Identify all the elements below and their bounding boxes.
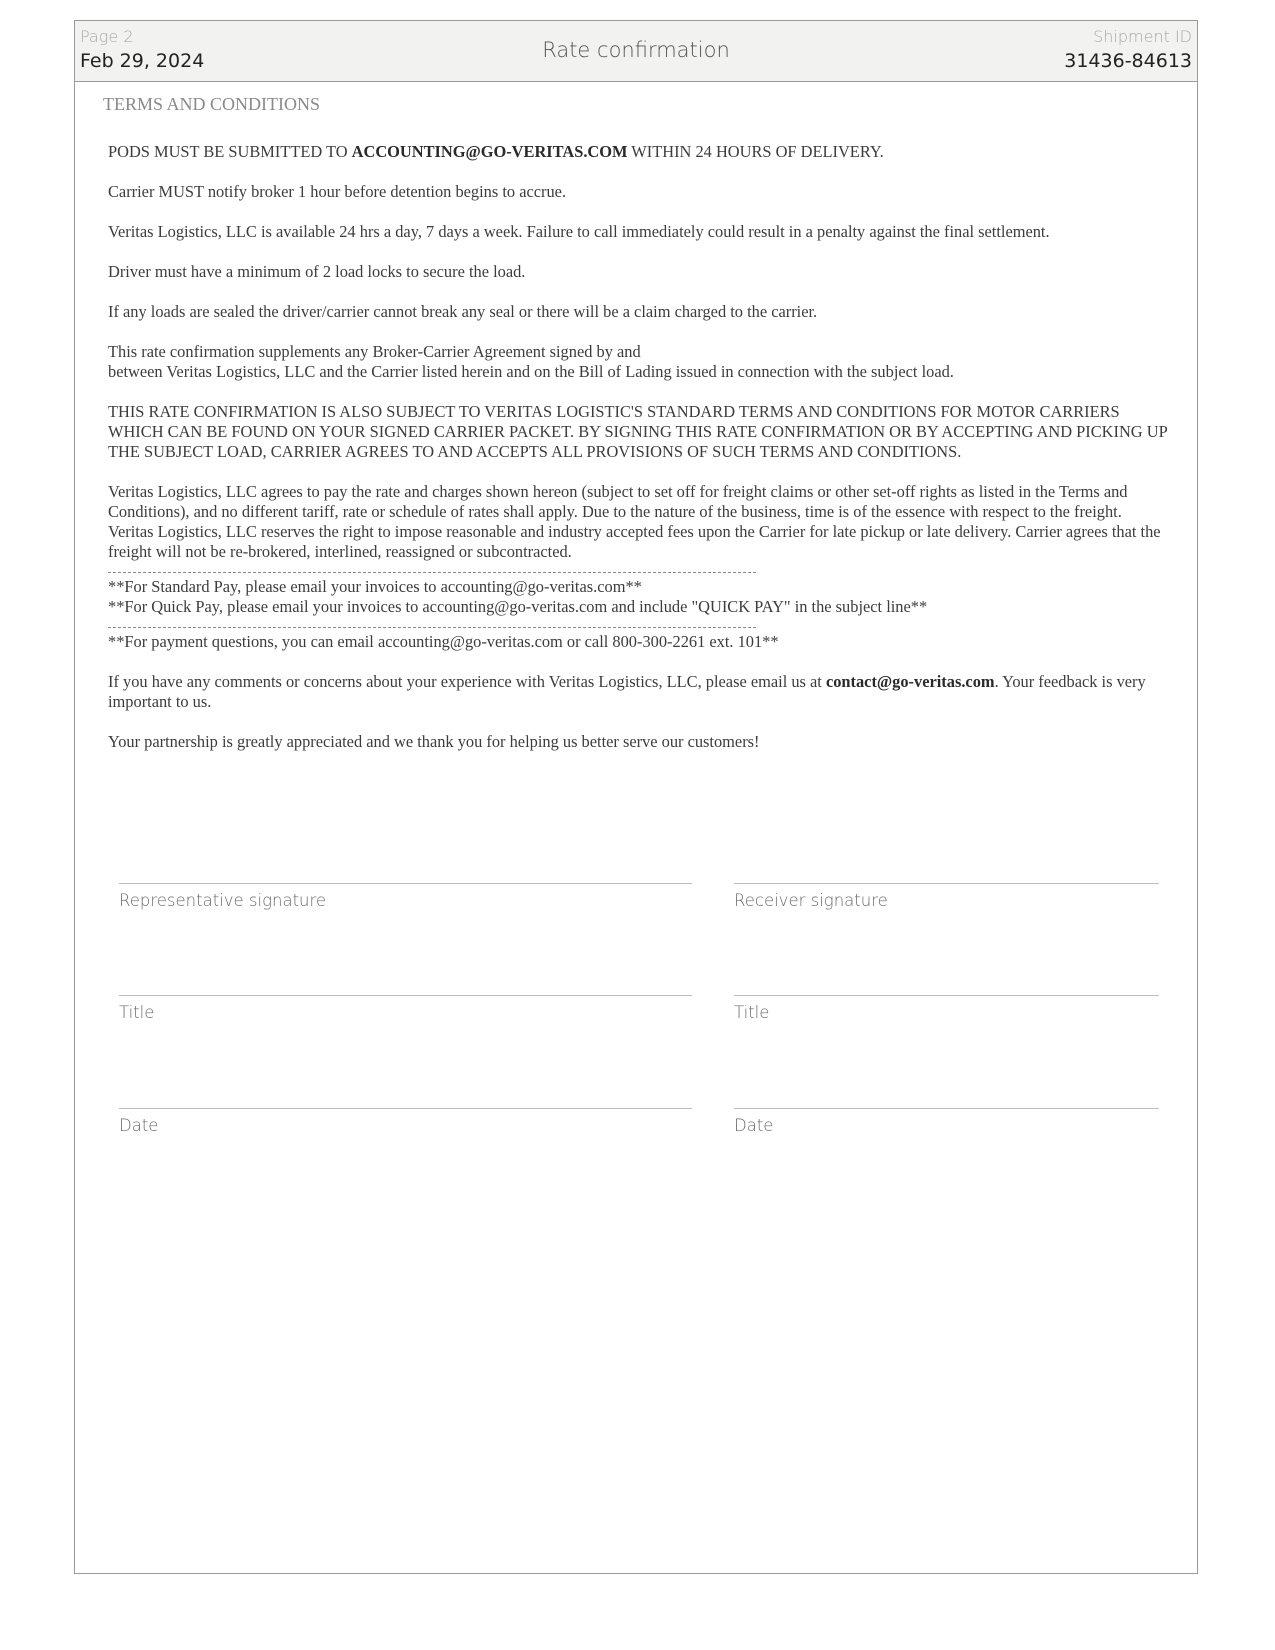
rep-title-line[interactable] xyxy=(119,995,692,996)
feedback-email: contact@go-veritas.com xyxy=(825,672,995,691)
document-title: Rate confirmation xyxy=(542,38,730,62)
rep-date-line[interactable] xyxy=(119,1108,692,1109)
shipment-id-label: Shipment ID xyxy=(1093,27,1192,46)
rep-date-label: Date xyxy=(119,1116,159,1135)
header-right xyxy=(1064,27,1192,73)
load-locks-paragraph: Driver must have a minimum of 2 load locks to secure the load. xyxy=(108,262,526,281)
pods-email: ACCOUNTING@GO-VERITAS.COM xyxy=(351,142,628,161)
receiver-signature-line[interactable] xyxy=(734,883,1159,884)
supplement-line-2: between Veritas Logistics, LLC and the Carrier listed herein and on the Bill of Lading issued in connection with the subject load. xyxy=(108,362,954,381)
detention-paragraph: Carrier MUST notify broker 1 hour before detention begins to accrue. xyxy=(108,182,567,201)
dashed-divider xyxy=(108,617,756,628)
terms-heading: TERMS AND CONDITIONS xyxy=(103,94,321,114)
document-date: Feb 29, 2024 xyxy=(80,50,205,72)
rep-signature-label: Representative signature xyxy=(119,891,327,910)
receiver-title-line[interactable] xyxy=(734,995,1159,996)
supplement-paragraph xyxy=(108,342,1168,382)
pods-paragraph xyxy=(108,142,1168,162)
seal-paragraph: If any loads are sealed the driver/carrier cannot break any seal or there will be a claim charged to the carrier. xyxy=(108,302,818,321)
quick-pay-note: **For Quick Pay, please email your invoices to accounting@go-veritas.com and include "QUICK PAY" in the subject line** xyxy=(108,597,928,616)
pods-suffix: WITHIN 24 HOURS OF DELIVERY. xyxy=(627,142,884,161)
standard-terms-paragraph: THIS RATE CONFIRMATION IS ALSO SUBJECT TO VERITAS LOGISTIC'S STANDARD TERMS AND CONDITIONS FOR MOTOR CARRIERS WHICH CAN BE FOUND ON YOUR SIGNED CARRIER PACKET. BY SIGNING THIS RATE CONFIRMATION OR BY ACCEPTING AND PICKING UP THE SUBJECT LOAD, CARRIER AGREES TO AND ACCEPTS ALL PROVISIONS OF SUCH TERMS AND CONDITIONS. xyxy=(108,402,1168,461)
thanks-paragraph: Your partnership is greatly appreciated and we thank you for helping us better serve our customers! xyxy=(108,732,760,751)
page-number: Page 2 xyxy=(80,27,134,46)
terms-body xyxy=(108,142,1168,772)
feedback-paragraph xyxy=(108,672,1168,712)
dashed-divider xyxy=(108,562,756,573)
payment-questions-note: **For payment questions, you can email accounting@go-veritas.com or call 800-300-2261 ext. 101** xyxy=(108,632,779,651)
availability-paragraph: Veritas Logistics, LLC is available 24 hrs a day, 7 days a week. Failure to call immediately could result in a penalty against the final settlement. xyxy=(108,222,1050,241)
feedback-prefix: If you have any comments or concerns about your experience with Veritas Logistics, LLC, please email us at xyxy=(108,672,826,691)
feedback-suffix: . Your feedback is very important to us. xyxy=(108,672,1146,711)
rep-title-label: Title xyxy=(119,1003,155,1022)
rep-signature-line[interactable] xyxy=(119,883,692,884)
receiver-signature-label: Receiver signature xyxy=(734,891,888,910)
supplement-line-1: This rate confirmation supplements any Broker-Carrier Agreement signed by and xyxy=(108,342,641,361)
pods-prefix: PODS MUST BE SUBMITTED TO xyxy=(108,142,352,161)
shipment-id-value: 31436-84613 xyxy=(1064,50,1192,72)
payment-terms-paragraph: Veritas Logistics, LLC agrees to pay the rate and charges shown hereon (subject to set off for freight claims or other set-off rights as listed in the Terms and Conditions), and no different tariff, rate or schedule of rates shall apply. Due to the nature of the business, time is of the essence with respect to the freight. Veritas Logistics, LLC reserves the right to impose reasonable and industry accepted fees upon the Carrier for late pickup or late delivery. Carrier agrees that the freight will not be re-brokered, interlined, reassigned or subcontracted. xyxy=(108,482,1161,561)
receiver-date-line[interactable] xyxy=(734,1108,1159,1109)
standard-pay-note: **For Standard Pay, please email your invoices to accounting@go-veritas.com** xyxy=(108,577,642,596)
document-page xyxy=(74,20,1198,1574)
receiver-date-label: Date xyxy=(734,1116,774,1135)
page-header xyxy=(75,21,1197,82)
receiver-title-label: Title xyxy=(734,1003,770,1022)
